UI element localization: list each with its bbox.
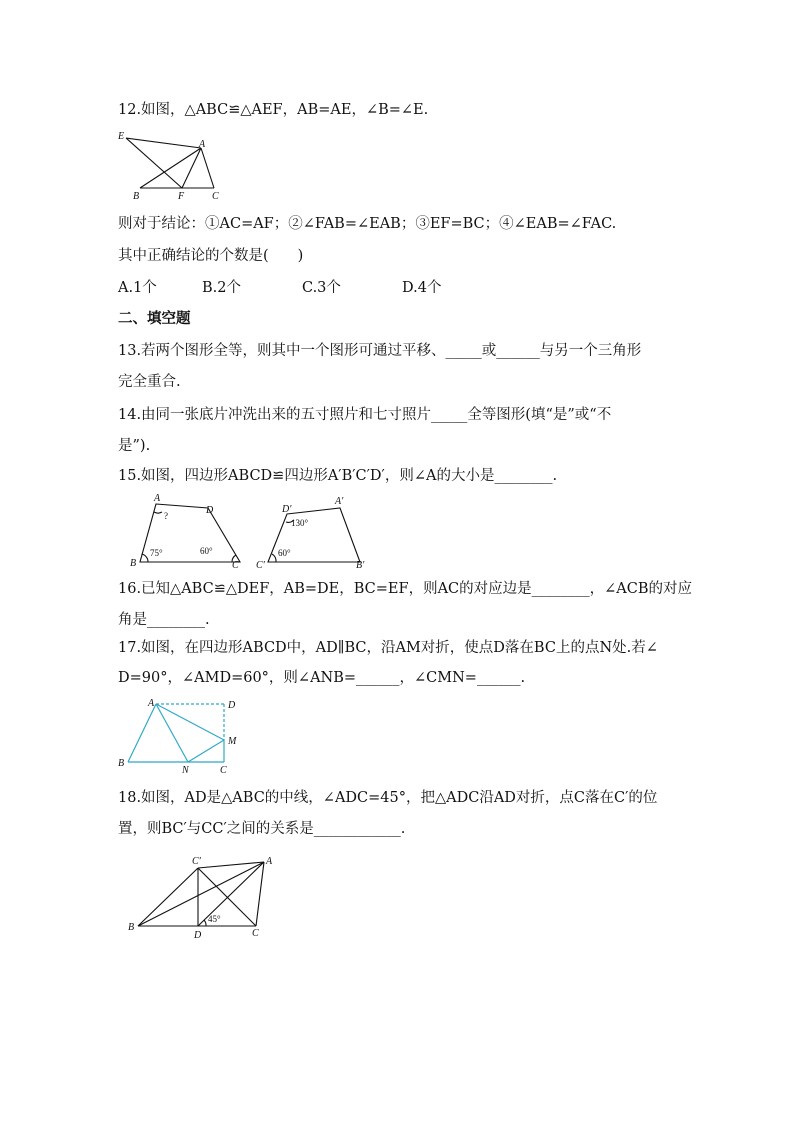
section-fill-in-title: 二、填空题	[118, 311, 191, 327]
q15-label-c-prime: C′	[256, 560, 265, 570]
q12-option-a[interactable]: A.1个	[118, 280, 157, 296]
q18-label-d: D	[194, 930, 202, 941]
q15-label-b: B	[130, 558, 137, 569]
q17-figure	[116, 696, 246, 776]
q18-label-c: C	[252, 928, 259, 939]
q15-angle-c2-arc	[272, 554, 276, 562]
q12-option-c[interactable]: C.3个	[302, 280, 341, 296]
q18-label-a: A	[266, 856, 273, 867]
q15-angle-a-arc	[154, 512, 162, 513]
q17-label-n: N	[182, 765, 189, 776]
q18-segment-ac	[256, 862, 264, 926]
q18-label-c-prime: C′	[192, 856, 201, 867]
q13-line2: 完全重合.	[118, 374, 181, 390]
q15-angle-a-unknown: ?	[164, 511, 168, 521]
q18-figure	[124, 852, 284, 944]
q17-line1: 17.如图，在四边形ABCD中，AD∥BC，沿AM对折，使点D落在BC上的点N处.若∠	[118, 640, 658, 656]
q13-line1: 13.若两个图形全等，则其中一个图形可通过平移、_____或______与另一个三角形	[118, 343, 642, 359]
q15-angle-b-value: 75°	[150, 548, 163, 558]
q12-option-d[interactable]: D.4个	[402, 280, 442, 296]
q12-segment-ac	[201, 148, 214, 188]
q12-option-b[interactable]: B.2个	[202, 280, 241, 296]
q18-angle-value: 45°	[208, 914, 221, 924]
q18-line1: 18.如图，AD是△ABC的中线，∠ADC=45°，把△ADC沿AD对折，点C落在C′的位	[118, 790, 658, 806]
q12-question: 其中正确结论的个数是( )	[118, 248, 304, 264]
q18-line2: 置，则BC′与CC′之间的关系是____________.	[118, 821, 406, 837]
q15-label-a-prime: A′	[335, 496, 344, 507]
q12-conclusions: 则对于结论：①AC=AF；②∠FAB=∠EAB；③EF=BC；④∠EAB=∠FAC.	[118, 216, 617, 232]
q18-label-b: B	[128, 922, 135, 933]
q15-angle-b-arc	[142, 554, 149, 562]
q17-label-m: M	[228, 736, 237, 747]
q15-label-d-prime: D′	[282, 504, 292, 515]
q14-line1: 14.由同一张底片冲洗出来的五寸照片和七寸照片_____全等图形(填“是”或“不	[118, 407, 612, 423]
q15-label-c: C	[232, 560, 239, 570]
q12-options	[118, 278, 441, 298]
q12-segment-ea	[126, 138, 201, 148]
q12-label-f: F	[178, 191, 185, 202]
q12-label-b: B	[133, 191, 140, 202]
q18-segment-bc1	[138, 868, 198, 926]
q17-segment-ab	[128, 704, 156, 762]
q12-stem: 12.如图，△ABC≌△AEF，AB=AE，∠B=∠E.	[118, 102, 429, 118]
q17-segment-nm	[188, 740, 224, 762]
q12-label-a: A	[199, 139, 206, 150]
q15-angle-c-value: 60°	[200, 546, 213, 556]
q12-figure	[116, 128, 226, 204]
q15-angle-d-prime-value: 130°	[291, 518, 309, 528]
q17-label-b: B	[118, 758, 125, 769]
q17-label-d: D	[228, 700, 236, 711]
q17-label-c: C	[220, 765, 227, 776]
q15-label-d: D	[206, 505, 214, 516]
q15-label-a: A	[154, 493, 161, 504]
q12-segment-ef	[126, 138, 182, 188]
q12-label-c: C	[212, 191, 219, 202]
q17-line2: D=90°，∠AMD=60°，则∠ANB=______，∠CMN=______.	[118, 670, 526, 686]
q14-line2: 是”).	[118, 438, 151, 454]
q15-label-b-prime: B′	[356, 560, 365, 570]
q18-angle-adc-arc	[204, 920, 206, 926]
q17-label-a: A	[148, 698, 155, 709]
q12-label-e: E	[118, 131, 125, 142]
q16-line1: 16.已知△ABC≌△DEF，AB=DE，BC=EF，则AC的对应边是________，∠ACB的对应	[118, 581, 693, 597]
q16-line2: 角是________.	[118, 612, 210, 628]
q15-angle-c-prime-value: 60°	[278, 548, 291, 558]
q15-stem: 15.如图，四边形ABCD≌四边形A′B′C′D′，则∠A的大小是________.	[118, 468, 558, 484]
q15-figure	[124, 490, 384, 570]
